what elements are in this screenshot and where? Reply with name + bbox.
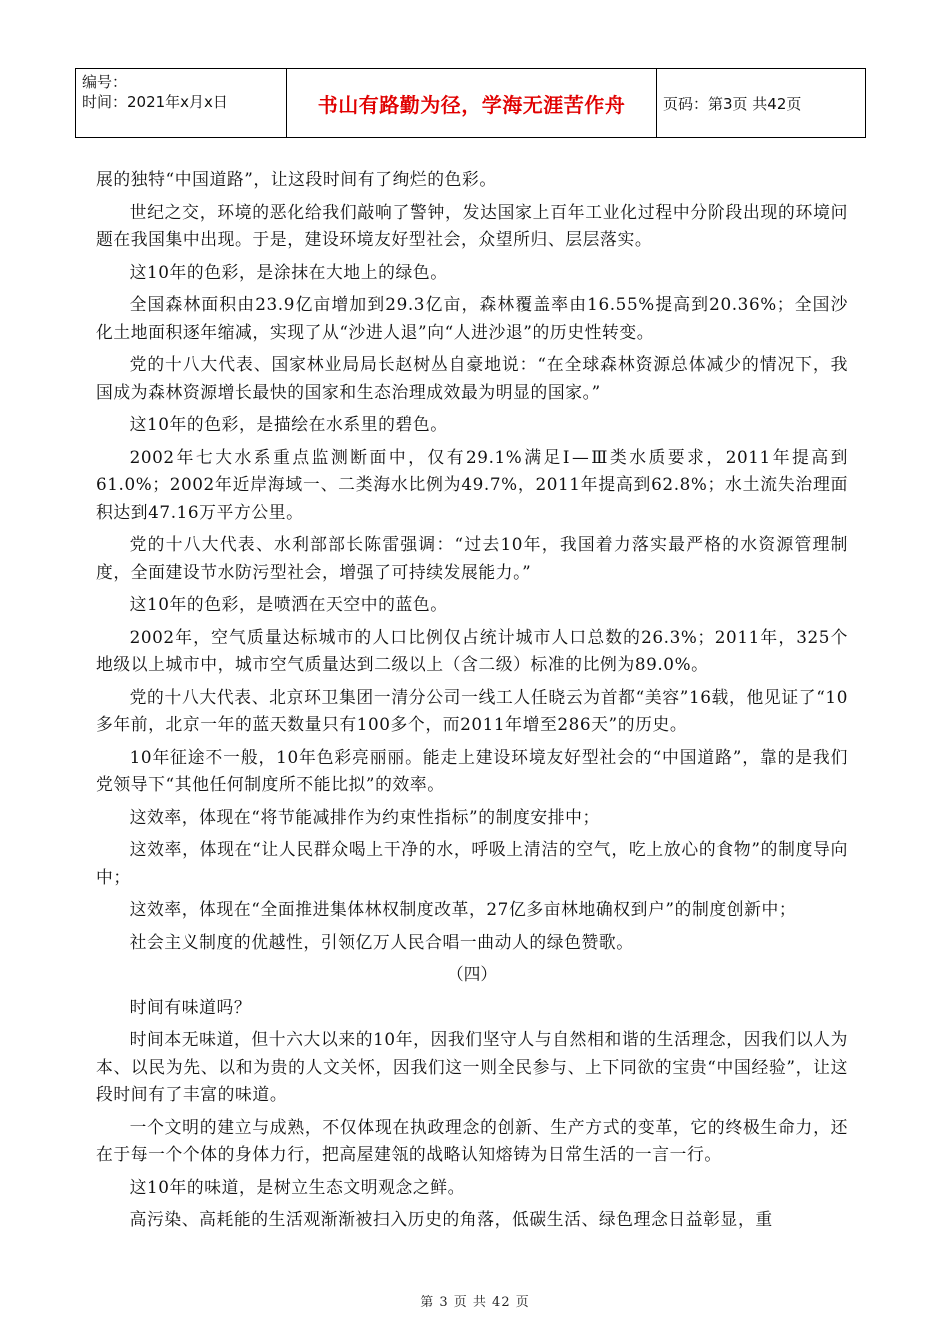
paragraph: 2002年，空气质量达标城市的人口比例仅占统计城市人口总数的26.3%；2011年，325个地级以上城市中，城市空气质量达到二级以上（含二级）标准的比例为89.0%。 [96,626,848,674]
paragraph: 这10年的色彩，是涂抹在大地上的绿色。 [129,261,448,282]
paragraph: 这10年的色彩，是喷洒在天空中的蓝色。 [129,594,448,614]
page-footer: 第 3 页 共 42 页 [420,1295,530,1310]
header-meta-cell [76,69,287,138]
header-motto-cell [287,69,657,138]
paragraph: 社会主义制度的优越性，引领亿万人民合唱一曲动人的绿色赞歌。 [129,931,634,952]
header-page-cell [657,69,866,138]
header-motto: 书山有路勤为径，学海无涯苦作舟 [317,92,626,117]
paragraph: 这10年的味道，是树立生态文明观念之鲜。 [129,1176,466,1197]
paragraph: 展的独特“中国道路”，让这段时间有了绚烂的色彩。 [96,169,497,189]
paragraph: 这效率，体现在“让人民群众喝上干净的水，呼吸上清洁的空气，吃上放心的食物”的制度导向中； [96,839,848,887]
paragraph: 时间本无味道，但十六大以来的10年，因我们坚守人与自然相和谐的生活理念，因我们以人为本、以民为先、以和为贵的人文关怀，因我们这一则全民参与、上下同欲的宝贵“中国经验”，让这段时间有了丰富的味道。 [96,1029,848,1104]
paragraph: 一个文明的建立与成熟，不仅体现在执政理念的创新、生产方式的变革，它的终极生命力，还在于每一个个体的身体力行，把高屋建瓴的战略认知熔铸为日常生活的一言一行。 [96,1116,848,1164]
document-date-label: 时间：2021年x月x日 [82,93,228,111]
header-page-number: 页码：第3页 共42页 [663,94,802,113]
paragraph: 高污染、高耗能的生活观渐渐被扫入历史的角落，低碳生活、绿色理念日益彰显，重 [129,1209,773,1229]
page-header [75,68,866,138]
paragraph: 这效率，体现在“将节能减排作为约束性指标”的制度安排中； [129,806,600,827]
document-number-label: 编号： [82,73,128,91]
paragraph: 10年征途不一般，10年色彩亮丽丽。能走上建设环境友好型社会的“中国道路”，靠的是我们党领导下“其他任何制度所不能比拟”的效率。 [96,746,848,794]
paragraph: 这10年的色彩，是描绘在水系里的碧色。 [129,414,448,434]
section-heading: （四） [446,964,498,984]
paragraph: 党的十八大代表、水利部部长陈雷强调：“过去10年，我国着力落实最严格的水资源管理制度，全面建设节水防污型社会，增强了可持续发展能力。” [96,534,848,582]
document-body [96,166,848,1239]
paragraph: 2002年七大水系重点监测断面中，仅有29.1%满足Ⅰ—Ⅲ类水质要求，2011年提高到61.0%；2002年近岸海域一、二类海水比例为49.7%，2011年提高到62.8%；水土流失治理面积达到47.16万平方公里。 [96,446,848,522]
paragraph: 党的十八大代表、国家林业局局长赵树丛自豪地说：“在全球森林资源总体减少的情况下，我国成为森林资源增长最快的国家和生态治理成效最为明显的国家。” [96,354,848,402]
paragraph: 党的十八大代表、北京环卫集团一清分公司一线工人任晓云为首都“美容”16载，他见证了“10多年前，北京一年的蓝天数量只有100多个，而2011年增至286天”的历史。 [96,686,848,734]
paragraph: 这效率，体现在“全面推进集体林权制度改革，27亿多亩林地确权到户”的制度创新中； [129,899,797,919]
paragraph: 全国森林面积由23.9亿亩增加到29.3亿亩，森林覆盖率由16.55%提高到20.36%；全国沙化土地面积逐年缩减，实现了从“沙进人退”向“人进沙退”的历史性转变。 [96,294,848,342]
paragraph: 世纪之交，环境的恶化给我们敲响了警钟，发达国家上百年工业化过程中分阶段出现的环境问题在我国集中出现。于是，建设环境友好型社会，众望所归、层层落实。 [96,201,848,249]
paragraph: 时间有味道吗？ [129,996,252,1017]
